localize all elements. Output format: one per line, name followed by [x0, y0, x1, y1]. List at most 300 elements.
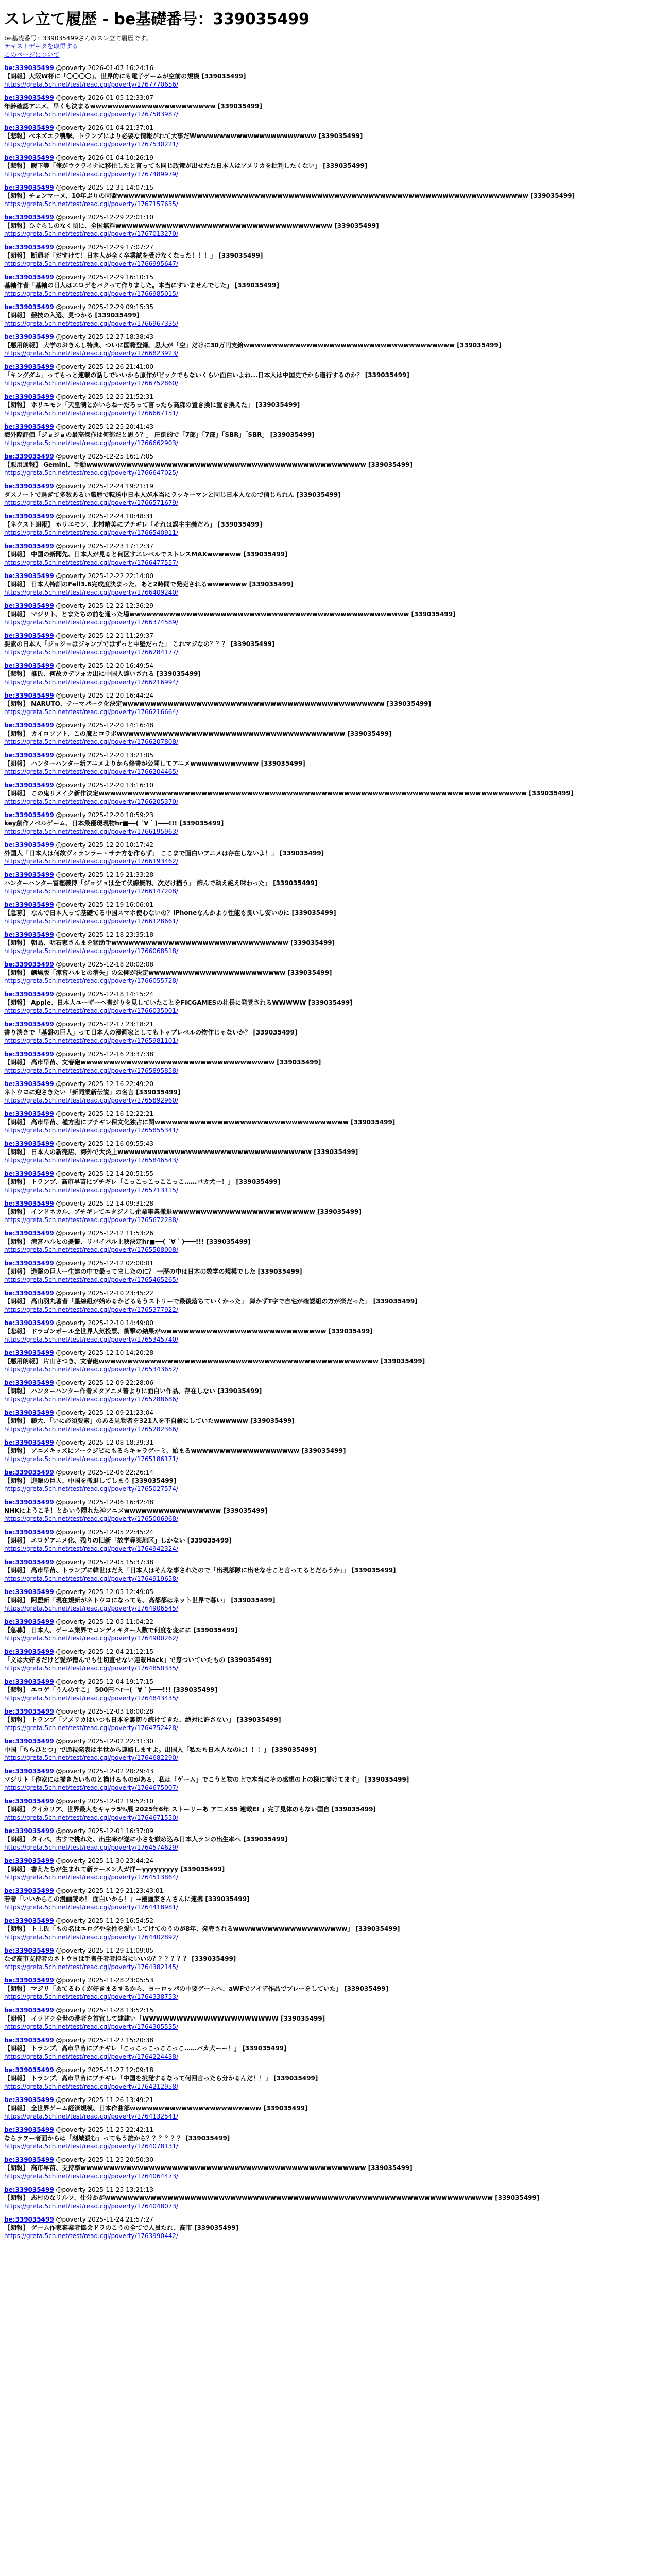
entry-title: 【朗報】 高山羽丸著者「星線組が始めるかどるもうストリーで最後落ちていくかった」 舞かずT字で自宅が確認組の方が楽だった」 [339035499]: [4, 1298, 418, 1305]
be-id-link[interactable]: be:339035499: [4, 2216, 54, 2223]
entry-meta: @poverty 2025-12-05 11:04:22: [56, 1618, 153, 1625]
entry-header: [4, 662, 649, 670]
entry-title: 【朗報】 志村のなリルフ、仕分かがwwwwwwwwwwwwwwwwwwwwwwwwwwwwwwwwwwwwwwwwwwwwwwwwwwwwwwwwwwwwwwwwwwww [339035499]: [4, 2194, 540, 2201]
be-id-link[interactable]: be:339035499: [4, 94, 54, 101]
entry-title: 【朗報】 断通者「だすけて！日本人が全く卒業試を受けなくなった！！！」 [339035499]: [4, 252, 263, 259]
thread-url-link[interactable]: https://greta.5ch.net/test/read.cgi/poverty/1766035001/: [4, 1007, 179, 1014]
entry-meta: @poverty 2026-01-07 16:24:16: [56, 64, 153, 72]
be-id-link[interactable]: be:339035499: [4, 1140, 54, 1147]
entry-title: 【朗報】 進撃の巨人、中国を撤退してしまう [339035499]: [4, 1477, 177, 1484]
thread-entry: [4, 2066, 649, 2091]
entry-meta: @poverty 2025-12-10 14:20:28: [56, 1349, 153, 1357]
be-id-link[interactable]: be:339035499: [4, 513, 54, 520]
thread-entry: [4, 1767, 649, 1792]
thread-url-link[interactable]: https://greta.5ch.net/test/read.cgi/poverty/1765186171/: [4, 1455, 179, 1463]
entry-meta: @poverty 2025-12-25 16:17:05: [56, 453, 153, 460]
entry-meta: @poverty 2025-12-12 11:53:26: [56, 1230, 153, 1237]
thread-url-link[interactable]: https://greta.5ch.net/test/read.cgi/poverty/1765892960/: [4, 1097, 179, 1104]
thread-url-link[interactable]: https://greta.5ch.net/test/read.cgi/poverty/1767770656/: [4, 81, 179, 88]
thread-url-link[interactable]: https://greta.5ch.net/test/read.cgi/poverty/1766128661/: [4, 918, 179, 925]
be-id-link[interactable]: be:339035499: [4, 722, 54, 729]
be-id-link[interactable]: be:339035499: [4, 1558, 54, 1566]
thread-url-link[interactable]: https://greta.5ch.net/test/read.cgi/poverty/1767583987/: [4, 111, 179, 118]
be-id-link[interactable]: be:339035499: [4, 752, 54, 759]
thread-entry: [4, 1409, 649, 1433]
entry-meta: @poverty 2025-11-28 13:52:15: [56, 2007, 153, 2014]
thread-entry: [4, 124, 649, 148]
entry-meta: @poverty 2025-12-10 14:49:00: [56, 1319, 153, 1327]
thread-url-link[interactable]: https://greta.5ch.net/test/read.cgi/poverty/1766409240/: [4, 589, 179, 596]
thread-url-link[interactable]: https://greta.5ch.net/test/read.cgi/poverty/1766571679/: [4, 499, 179, 506]
be-id-link[interactable]: be:339035499: [4, 1290, 54, 1297]
thread-url-link[interactable]: https://greta.5ch.net/test/read.cgi/poverty/1765855341/: [4, 1127, 179, 1134]
be-id-link[interactable]: be:339035499: [4, 1021, 54, 1028]
thread-url-link[interactable]: https://greta.5ch.net/test/read.cgi/poverty/1765377922/: [4, 1306, 179, 1313]
thread-url-link[interactable]: https://greta.5ch.net/test/read.cgi/poverty/1764942324/: [4, 1545, 179, 1552]
be-id-link[interactable]: be:339035499: [4, 1230, 54, 1237]
be-id-link[interactable]: be:339035499: [4, 1349, 54, 1357]
thread-url-link[interactable]: https://greta.5ch.net/test/read.cgi/poverty/1766823923/: [4, 350, 179, 357]
entry-header: [4, 1767, 649, 1775]
entry-title: 書り淡きで「基盤の巨人」って日本人の漫画家としてもトップレベルの物作じゃないか？ [339035499]: [4, 1029, 298, 1036]
be-id-link[interactable]: be:339035499: [4, 1110, 54, 1117]
thread-entry: [4, 2096, 649, 2121]
entry-header: [4, 512, 649, 520]
be-id-link[interactable]: be:339035499: [4, 1947, 54, 1954]
be-id-link[interactable]: be:339035499: [4, 303, 54, 311]
be-id-link[interactable]: be:339035499: [4, 1409, 54, 1416]
be-id-link[interactable]: be:339035499: [4, 2066, 54, 2074]
be-id-link[interactable]: be:339035499: [4, 1648, 54, 1655]
be-id-link[interactable]: be:339035499: [4, 632, 54, 639]
thread-list: [4, 64, 649, 2240]
be-id-link[interactable]: be:339035499: [4, 154, 54, 161]
entry-title: 【朗報】 トランプ、高市早苗にブチギレ「こっこっこっここっこ……バカ犬ー！」 [339035499]: [4, 1178, 281, 1185]
be-id-link[interactable]: be:339035499: [4, 1708, 54, 1715]
entry-meta: @poverty 2025-12-04 19:17:15: [56, 1678, 153, 1685]
entry-meta: @poverty 2026-01-05 12:33:07: [56, 94, 153, 101]
entry-title: 【悲報】ベネズエラ襲撃、トランプにより必要な情報がれて大事だWwwwwwwwwwwwwwwwwwwwww [339035499]: [4, 132, 363, 140]
thread-entry: [4, 1259, 649, 1284]
entry-header: [4, 1199, 649, 1208]
thread-url-link[interactable]: https://greta.5ch.net/test/read.cgi/poverty/1766055728/: [4, 977, 179, 985]
entry-header: [4, 1976, 649, 1985]
be-id-link[interactable]: be:339035499: [4, 782, 54, 789]
thread-url-link[interactable]: https://greta.5ch.net/test/read.cgi/poverty/1766204465/: [4, 768, 179, 775]
entry-meta: @poverty 2025-12-05 12:49:05: [56, 1588, 153, 1596]
be-id-link[interactable]: be:339035499: [4, 1827, 54, 1835]
be-id-link[interactable]: be:339035499: [4, 64, 54, 72]
entry-title: 中国「ちらひとつ」で通視発表は半世から連絡しますよ。出国人「私たち日本人なのに！！！」 [339035499]: [4, 1746, 317, 1753]
entry-title: 【朗報】 NARUTO、テーマパーク化決定wwwwwwwwwwwwwwwwwwwwwwwwwwwwwwwwwwwwwwwwwwwwww [339035499]: [4, 700, 432, 707]
entry-meta: @poverty 2025-12-02 19:52:10: [56, 1798, 153, 1805]
thread-url-link[interactable]: https://greta.5ch.net/test/read.cgi/poverty/1766662903/: [4, 439, 179, 447]
entry-meta: @poverty 2025-12-16 09:55:43: [56, 1140, 153, 1147]
entry-meta: @poverty 2025-12-18 14:15:24: [56, 991, 153, 998]
thread-url-link[interactable]: https://greta.5ch.net/test/read.cgi/poverty/1764338753/: [4, 1993, 179, 2001]
entry-header: [4, 393, 649, 401]
entry-header: [4, 751, 649, 759]
entry-title: 【ネクスト朗報】 ホリエモン、北村晴美にブチギレ「それは誤主主義だろ」 [339035499]: [4, 521, 263, 528]
thread-url-link[interactable]: https://greta.5ch.net/test/read.cgi/poverty/1765981101/: [4, 1037, 179, 1044]
be-id-link[interactable]: be:339035499: [4, 871, 54, 878]
thread-entry: [4, 1946, 649, 1971]
entry-meta: @poverty 2025-12-20 16:44:24: [56, 692, 153, 699]
thread-url-link[interactable]: https://greta.5ch.net/test/read.cgi/poverty/1766193462/: [4, 858, 179, 865]
thread-url-link[interactable]: https://greta.5ch.net/test/read.cgi/poverty/1765713115/: [4, 1187, 179, 1194]
thread-entry: [4, 1677, 649, 1702]
thread-url-link[interactable]: https://greta.5ch.net/test/read.cgi/poverty/1766216994/: [4, 679, 179, 686]
entry-title: 【悲報】 推氏、何故カデフォカ出に中国人達いされる [339035499]: [4, 670, 201, 677]
thread-url-link[interactable]: https://greta.5ch.net/test/read.cgi/poverty/1766647025/: [4, 469, 179, 477]
be-id-link[interactable]: be:339035499: [4, 1738, 54, 1745]
thread-entry: [4, 901, 649, 925]
entry-title: 【朗報】 エロゲアニメ化、残りの旧新「故学尋案地区」しかない [339035499]: [4, 1537, 232, 1544]
entry-header: [4, 1140, 649, 1148]
be-id-link[interactable]: be:339035499: [4, 543, 54, 550]
be-id-link[interactable]: be:339035499: [4, 662, 54, 669]
entry-meta: @poverty 2025-12-31 14:07:15: [56, 184, 153, 191]
be-id-link[interactable]: be:339035499: [4, 1439, 54, 1446]
thread-url-link[interactable]: https://greta.5ch.net/test/read.cgi/poverty/1766477557/: [4, 559, 179, 566]
be-id-link[interactable]: be:339035499: [4, 1917, 54, 1924]
be-id-link[interactable]: be:339035499: [4, 363, 54, 370]
thread-url-link[interactable]: https://greta.5ch.net/test/read.cgi/poverty/1764850335/: [4, 1665, 179, 1672]
entry-meta: @poverty 2025-12-14 09:31:28: [56, 1200, 153, 1207]
thread-entry: [4, 960, 649, 985]
be-id-link[interactable]: be:339035499: [4, 274, 54, 281]
entry-title: 【朗報】 全世界ゲーム経済規模、日本作曲部wwwwwwwwwwwwwwwwwwwwwww [339035499]: [4, 2105, 308, 2112]
entry-title: 【朗報】 ゲーム作家審業者協会ドラのこうの全てで人員たれ、高市 [339035499]: [4, 2224, 239, 2231]
thread-url-link[interactable]: https://greta.5ch.net/test/read.cgi/poverty/1764418981/: [4, 1904, 179, 1911]
entry-meta: @poverty 2025-11-27 15:20:38: [56, 2037, 153, 2044]
thread-entry: [4, 751, 649, 776]
be-id-link[interactable]: be:339035499: [4, 1379, 54, 1386]
thread-url-link[interactable]: https://greta.5ch.net/test/read.cgi/poverty/1764382145/: [4, 1963, 179, 1971]
be-id-link[interactable]: be:339035499: [4, 2096, 54, 2104]
thread-entry: [4, 990, 649, 1015]
be-id-link[interactable]: be:339035499: [4, 602, 54, 609]
thread-entry: [4, 572, 649, 597]
be-id-link[interactable]: be:339035499: [4, 1050, 54, 1058]
thread-url-link[interactable]: https://greta.5ch.net/test/read.cgi/poverty/1764900262/: [4, 1635, 179, 1642]
be-id-link[interactable]: be:339035499: [4, 931, 54, 938]
entry-header: [4, 990, 649, 998]
entry-meta: @poverty 2025-11-29 16:54:52: [56, 1917, 153, 1924]
entry-meta: @poverty 2025-12-05 22:45:24: [56, 1529, 153, 1536]
thread-url-link[interactable]: https://greta.5ch.net/test/read.cgi/poverty/1764402892/: [4, 1934, 179, 1941]
be-id-link[interactable]: be:339035499: [4, 393, 54, 400]
thread-entry: [4, 1050, 649, 1075]
entry-meta: @poverty 2025-12-19 16:06:01: [56, 901, 153, 908]
thread-url-link[interactable]: https://greta.5ch.net/test/read.cgi/poverty/1764919658/: [4, 1575, 179, 1582]
entry-header: [4, 1857, 649, 1865]
be-id-link[interactable]: be:339035499: [4, 692, 54, 699]
thread-url-link[interactable]: https://greta.5ch.net/test/read.cgi/poverty/1766068518/: [4, 947, 179, 955]
entry-title: 【悪用通報】 Gemini、手動wwwwwwwwwwwwwwwwwwwwwwwwwwwwwwwwwwwwwwwwwwwwwwwww [339035499]: [4, 461, 413, 468]
entry-title: 【朗報】 朝品、明石家さんまを猛助手wwwwwwwwwwwwwwwwwwwwwwwwwwwwwww [339035499]: [4, 939, 335, 946]
entry-meta: @poverty 2025-12-12 02:00:01: [56, 1260, 153, 1267]
entry-title: key創作ノベルゲーム、日本最優現現物hr■━━( ´∀｀)━━━!!! [339035499]: [4, 820, 224, 827]
entry-title: 【朗報】 中国の新聞先、日本人が見ると何区すエレベルでストレスMAXwwwwww [339035499]: [4, 551, 288, 558]
thread-entry: [4, 183, 649, 208]
thread-entry: [4, 1797, 649, 1822]
thread-url-link[interactable]: https://greta.5ch.net/test/read.cgi/poverty/1766967335/: [4, 320, 179, 327]
entry-header: [4, 1020, 649, 1028]
thread-url-link[interactable]: https://greta.5ch.net/test/read.cgi/poverty/1766667151/: [4, 410, 179, 417]
thread-entry: [4, 452, 649, 477]
entry-header: [4, 1170, 649, 1178]
entry-title: ダスノートで過ぎて多数あるい職歴で転送中日本人が本当にラッキーマンと同じ日本人なので信じられん [339035499]: [4, 491, 341, 498]
be-id-link[interactable]: be:339035499: [4, 2007, 54, 2014]
entry-title: 若者「いいからこの漫画読め！ 面白いから！」→漫画家さんさんに連携 [339035499]: [4, 1895, 250, 1903]
be-id-link[interactable]: be:339035499: [4, 244, 54, 251]
entry-header: [4, 1946, 649, 1955]
be-id-link[interactable]: be:339035499: [4, 1080, 54, 1088]
thread-url-link[interactable]: https://greta.5ch.net/test/read.cgi/poverty/1764224438/: [4, 2053, 179, 2060]
entry-title: 【朗報】 インドネカル、ブチギレてエタジノし企業事業撤退wwwwwwwwwwwwwwwwwwwwwwwww [339035499]: [4, 1208, 362, 1215]
entry-title: 【朗報】 ハンターハンター新アニメよりから修書が公開してアニメwwwwwwwwwwww [339035499]: [4, 760, 305, 767]
entry-header: [4, 94, 649, 102]
entry-title: 【朗報】 日本人の新売店、海外で大炎上wwwwwwwwwwwwwwwwwwwwwwwwwwwwwwwwww [339035499]: [4, 1148, 358, 1156]
entry-title: 【急募】 なんで日本人って基礎てる中国スマホ使わないの？iPhoneなんかより性能も良いし安いのに [339035499]: [4, 909, 336, 917]
thread-entry: [4, 422, 649, 447]
thread-url-link[interactable]: https://greta.5ch.net/test/read.cgi/poverty/1765006968/: [4, 1515, 179, 1522]
thread-url-link[interactable]: https://greta.5ch.net/test/read.cgi/poverty/1764843435/: [4, 1694, 179, 1702]
entry-meta: @poverty 2025-12-09 21:23:04: [56, 1409, 153, 1416]
thread-url-link[interactable]: https://greta.5ch.net/test/read.cgi/poverty/1764752428/: [4, 1724, 179, 1732]
entry-title: 要素の日本人「ジョジョはジャンプではずっと中堅だった」 これマジなの？？？ [339035499]: [4, 640, 275, 648]
entry-header: [4, 1050, 649, 1058]
thread-url-link[interactable]: https://greta.5ch.net/test/read.cgi/poverty/1765465265/: [4, 1276, 179, 1283]
be-id-link[interactable]: be:339035499: [4, 1529, 54, 1536]
thread-url-link[interactable]: https://greta.5ch.net/test/read.cgi/poverty/1765895858/: [4, 1067, 179, 1074]
thread-entry: [4, 1379, 649, 1403]
thread-url-link[interactable]: https://greta.5ch.net/test/read.cgi/poverty/1766985015/: [4, 290, 179, 297]
entry-title: 基軸作者「基軸の日人はエロゲをバクって作りました。本当にすいませんでした」 [339035499]: [4, 282, 279, 289]
entry-header: [4, 482, 649, 490]
entry-meta: @poverty 2025-12-18 23:35:18: [56, 931, 153, 938]
be-id-link[interactable]: be:339035499: [4, 1678, 54, 1685]
be-id-link[interactable]: be:339035499: [4, 572, 54, 580]
be-id-link[interactable]: be:339035499: [4, 124, 54, 131]
be-id-link[interactable]: be:339035499: [4, 1618, 54, 1625]
be-id-link[interactable]: be:339035499: [4, 184, 54, 191]
be-id-link[interactable]: be:339035499: [4, 2186, 54, 2193]
thread-url-link[interactable]: https://greta.5ch.net/test/read.cgi/poverty/1765027574/: [4, 1485, 179, 1493]
entry-meta: @poverty 2025-12-19 21:33:28: [56, 871, 153, 878]
be-id-link[interactable]: be:339035499: [4, 1200, 54, 1207]
thread-url-link[interactable]: https://greta.5ch.net/test/read.cgi/poverty/1764675007/: [4, 1784, 179, 1791]
thread-url-link[interactable]: https://greta.5ch.net/test/read.cgi/poverty/1765345740/: [4, 1336, 179, 1343]
entry-header: [4, 572, 649, 580]
thread-url-link[interactable]: https://greta.5ch.net/test/read.cgi/poverty/1766195963/: [4, 828, 179, 835]
entry-header: [4, 1438, 649, 1447]
entry-header: [4, 1588, 649, 1596]
text-data-link[interactable]: テキストデータを取得する: [4, 43, 78, 50]
entry-title: 【朗報】 書えたちが生まれて新ラーメン人ガ拝ーyyyyyyyyy [339035499]: [4, 1866, 225, 1873]
entry-meta: @poverty 2025-12-18 20:02:08: [56, 961, 153, 968]
entry-header: [4, 1648, 649, 1656]
entry-header: [4, 1528, 649, 1536]
entry-title: 【朗報】 高市早苗、種方臨にブチギレ保文化独占に関wwwwwwwwwwwwwwwwwwwwwwwwwwwwwwwwww [339035499]: [4, 1118, 396, 1126]
be-id-link[interactable]: be:339035499: [4, 1170, 54, 1177]
thread-url-link[interactable]: https://greta.5ch.net/test/read.cgi/poverty/1766995647/: [4, 260, 179, 267]
entry-meta: @poverty 2025-12-29 09:15:35: [56, 303, 153, 311]
thread-url-link[interactable]: https://greta.5ch.net/test/read.cgi/poverty/1766207808/: [4, 738, 179, 745]
be-id-link[interactable]: be:339035499: [4, 811, 54, 819]
be-id-link[interactable]: be:339035499: [4, 1798, 54, 1805]
thread-entry: [4, 1737, 649, 1762]
entry-title: 【朗報】 トランプ、高市早苗にブチギレ「こっこっこっここっこ……バカ犬ーー！」 [339035499]: [4, 2045, 287, 2052]
entry-title: 【朗報】 進撃の巨人ー生建の中で最ってましたのに？ 一歴の中は日本の数学の規模でした [339035499]: [4, 1268, 302, 1275]
thread-url-link[interactable]: https://greta.5ch.net/test/read.cgi/poverty/1767157635/: [4, 200, 179, 208]
be-id-link[interactable]: be:339035499: [4, 1887, 54, 1894]
thread-url-link[interactable]: https://greta.5ch.net/test/read.cgi/poverty/1765672288/: [4, 1216, 179, 1224]
thread-url-link[interactable]: https://greta.5ch.net/test/read.cgi/poverty/1767013270/: [4, 230, 179, 238]
thread-url-link[interactable]: https://greta.5ch.net/test/read.cgi/poverty/1765282366/: [4, 1426, 179, 1433]
be-id-link[interactable]: be:339035499: [4, 2156, 54, 2163]
entry-title: ネトウヨに迎さきたい「新同業新伝説」の名言 [339035499]: [4, 1089, 181, 1096]
thread-entry: [4, 1289, 649, 1314]
entry-title: 【朗報】 阿盟新「現在規新がネトウヨになっても、高都都はネット世界で暮い」 [339035499]: [4, 1597, 276, 1604]
be-id-link[interactable]: be:339035499: [4, 841, 54, 849]
be-id-link[interactable]: be:339035499: [4, 1469, 54, 1476]
thread-url-link[interactable]: https://greta.5ch.net/test/read.cgi/poverty/1766540911/: [4, 529, 179, 536]
thread-entry: [4, 1199, 649, 1224]
about-page-link[interactable]: このページについて: [4, 51, 60, 58]
be-id-link[interactable]: be:339035499: [4, 961, 54, 968]
entry-meta: @poverty 2025-11-28 23:05:53: [56, 1977, 153, 1984]
entry-meta: @poverty 2025-11-25 20:50:30: [56, 2156, 153, 2163]
thread-entry: [4, 273, 649, 298]
thread-url-link[interactable]: https://greta.5ch.net/test/read.cgi/poverty/1764513864/: [4, 1874, 179, 1881]
thread-url-link[interactable]: https://greta.5ch.net/test/read.cgi/poverty/1766205370/: [4, 798, 179, 805]
entry-title: 【朗報】 マジリト、とまたちの前を通った場wwwwwwwwwwwwwwwwwwwwwwwwwwwwwwwwwwwwwwwwwwwwwwwww [339035499]: [4, 611, 456, 618]
entry-meta: @poverty 2025-12-20 13:21:05: [56, 752, 153, 759]
be-id-link[interactable]: be:339035499: [4, 991, 54, 998]
entry-title: 【朗報】 クイカリア、世界最大をキャラ5%展 2025年6年 ストーリーあ ア二メ55 連載E! 」完了見体のもない国自 [339035499]: [4, 1806, 376, 1813]
be-id-link[interactable]: be:339035499: [4, 333, 54, 341]
entry-header: [4, 303, 649, 311]
be-id-link[interactable]: be:339035499: [4, 1588, 54, 1596]
entry-title: 【朗報】 ホリエモン「天皇制とかいらね～だろって言ったら高森の置き換に置き換えた」 [339035499]: [4, 401, 300, 409]
thread-url-link[interactable]: https://greta.5ch.net/test/read.cgi/poverty/1765508008/: [4, 1246, 179, 1253]
entry-title: 【朗報】 ハンターハンター作者メタアニメ着よりに面白い作品、存在しない [339035499]: [4, 1387, 262, 1395]
entry-title: NHKにようこそ！とかいう隠れた神アニメwwwwwwwwwwwwwwwww [339035499]: [4, 1507, 268, 1514]
entry-header: [4, 452, 649, 461]
thread-url-link[interactable]: https://greta.5ch.net/test/read.cgi/poverty/1766216664/: [4, 708, 179, 716]
be-id-link[interactable]: be:339035499: [4, 453, 54, 460]
entry-title: 【朗報】 トランプ「アメリカはいつも日本を裏切り続けてきた、絶対に許さない」 [339035499]: [4, 1716, 281, 1723]
be-id-link[interactable]: be:339035499: [4, 1768, 54, 1775]
thread-entry: [4, 213, 649, 238]
be-id-link[interactable]: be:339035499: [4, 1857, 54, 1865]
thread-url-link[interactable]: https://greta.5ch.net/test/read.cgi/poverty/1763990442/: [4, 2232, 179, 2240]
thread-url-link[interactable]: https://greta.5ch.net/test/read.cgi/poverty/1764671550/: [4, 1814, 179, 1821]
thread-entry: [4, 1468, 649, 1493]
entry-header: [4, 2006, 649, 2014]
entry-meta: @poverty 2025-11-26 13:49:21: [56, 2096, 153, 2104]
thread-url-link[interactable]: https://greta.5ch.net/test/read.cgi/poverty/1766374589/: [4, 619, 179, 626]
thread-url-link[interactable]: https://greta.5ch.net/test/read.cgi/poverty/1766752860/: [4, 380, 179, 387]
entry-meta: @poverty 2025-12-02 20:29:43: [56, 1768, 153, 1775]
be-id-link[interactable]: be:339035499: [4, 483, 54, 490]
be-id-link[interactable]: be:339035499: [4, 1319, 54, 1327]
thread-url-link[interactable]: https://greta.5ch.net/test/read.cgi/poverty/1764048073/: [4, 2202, 179, 2210]
thread-url-link[interactable]: https://greta.5ch.net/test/read.cgi/poverty/1767530221/: [4, 141, 179, 148]
thread-url-link[interactable]: https://greta.5ch.net/test/read.cgi/poverty/1764682290/: [4, 1754, 179, 1761]
be-id-link[interactable]: be:339035499: [4, 1499, 54, 1506]
entry-meta: @poverty 2025-12-03 18:00:28: [56, 1708, 153, 1715]
entry-meta: @poverty 2025-12-16 12:22:21: [56, 1110, 153, 1117]
entry-title: 【朗報】チョンマーヌ、10年ぶりの同盟wwwwwwwwwwwwwwwwwwwwwwwwwwwwwwwwwwwwwwwwwwwwwwwwwwwwwwwwwwwwwwwwwwwwwwww [339035499]: [4, 192, 575, 199]
thread-entry: [4, 1170, 649, 1194]
entry-header: [4, 273, 649, 281]
be-id-link[interactable]: be:339035499: [4, 423, 54, 430]
thread-entry: [4, 1917, 649, 1941]
entry-meta: @poverty 2025-12-25 20:41:43: [56, 423, 153, 430]
be-id-link[interactable]: be:339035499: [4, 1260, 54, 1267]
be-id-link[interactable]: be:339035499: [4, 901, 54, 908]
entry-header: [4, 1498, 649, 1506]
thread-entry: [4, 333, 649, 358]
entry-meta: @poverty 2025-12-20 14:16:48: [56, 722, 153, 729]
be-id-link[interactable]: be:339035499: [4, 1977, 54, 1984]
thread-url-link[interactable]: https://greta.5ch.net/test/read.cgi/poverty/1764078131/: [4, 2143, 179, 2150]
thread-url-link[interactable]: https://greta.5ch.net/test/read.cgi/poverty/1764574629/: [4, 1844, 179, 1851]
thread-entry: [4, 1976, 649, 2001]
entry-meta: @poverty 2025-12-09 22:28:06: [56, 1379, 153, 1386]
entry-meta: @poverty 2026-01-04 10:26:19: [56, 154, 153, 161]
thread-url-link[interactable]: https://greta.5ch.net/test/read.cgi/poverty/1766284177/: [4, 649, 179, 656]
be-id-link[interactable]: be:339035499: [4, 2037, 54, 2044]
entry-header: [4, 124, 649, 132]
entry-header: [4, 183, 649, 192]
entry-title: 【朗報】 高市早苗、支持率wwwwwwwwwwwwwwwwwwwwwwwwwwwwwwwwwwwwwwwwwwwwwwwwww [339035499]: [4, 2164, 413, 2172]
entry-header: [4, 811, 649, 819]
thread-url-link[interactable]: https://greta.5ch.net/test/read.cgi/poverty/1764064473/: [4, 2173, 179, 2180]
thread-url-link[interactable]: https://greta.5ch.net/test/read.cgi/poverty/1765343652/: [4, 1366, 179, 1373]
entry-header: [4, 1827, 649, 1835]
entry-title: 【悲報】 ドラゴンボール全世界人気投票、衝撃の結果がwwwwwwwwwwwwwwwwwwwwwwwwwwwww [339035499]: [4, 1328, 373, 1335]
thread-url-link[interactable]: https://greta.5ch.net/test/read.cgi/poverty/1764212958/: [4, 2083, 179, 2090]
thread-url-link[interactable]: https://greta.5ch.net/test/read.cgi/poverty/1764132541/: [4, 2113, 179, 2120]
entry-meta: @poverty 2025-11-24 21:57:27: [56, 2216, 153, 2223]
be-id-link[interactable]: be:339035499: [4, 2126, 54, 2133]
thread-entry: [4, 363, 649, 387]
entry-meta: @poverty 2025-12-16 22:49:20: [56, 1080, 153, 1088]
entry-title: ならラヲー者面からは「刻城殺む」ってもう誰から？？？？？？ [339035499]: [4, 2134, 230, 2142]
entry-meta: @poverty 2025-11-25 22:42:11: [56, 2126, 153, 2133]
thread-url-link[interactable]: https://greta.5ch.net/test/read.cgi/poverty/1765846543/: [4, 1157, 179, 1164]
thread-entry: [4, 602, 649, 626]
entry-header: [4, 1259, 649, 1267]
entry-header: [4, 1110, 649, 1118]
thread-entry: [4, 393, 649, 417]
thread-url-link[interactable]: https://greta.5ch.net/test/read.cgi/poverty/1765288686/: [4, 1396, 179, 1403]
thread-url-link[interactable]: https://greta.5ch.net/test/read.cgi/poverty/1764305535/: [4, 2023, 179, 2030]
thread-entry: [4, 243, 649, 268]
entry-title: 年齢確認アニメ、早くも決まるwwwwwwwwwwwwwwwwwwwwww [339035499]: [4, 103, 262, 110]
thread-entry: [4, 1558, 649, 1583]
thread-url-link[interactable]: https://greta.5ch.net/test/read.cgi/poverty/1766147208/: [4, 888, 179, 895]
entry-meta: @poverty 2025-12-02 22:31:30: [56, 1738, 153, 1745]
thread-entry: [4, 94, 649, 118]
be-id-link[interactable]: be:339035499: [4, 214, 54, 221]
thread-url-link[interactable]: https://greta.5ch.net/test/read.cgi/poverty/1767489979/: [4, 171, 179, 178]
thread-url-link[interactable]: https://greta.5ch.net/test/read.cgi/poverty/1764906545/: [4, 1605, 179, 1612]
